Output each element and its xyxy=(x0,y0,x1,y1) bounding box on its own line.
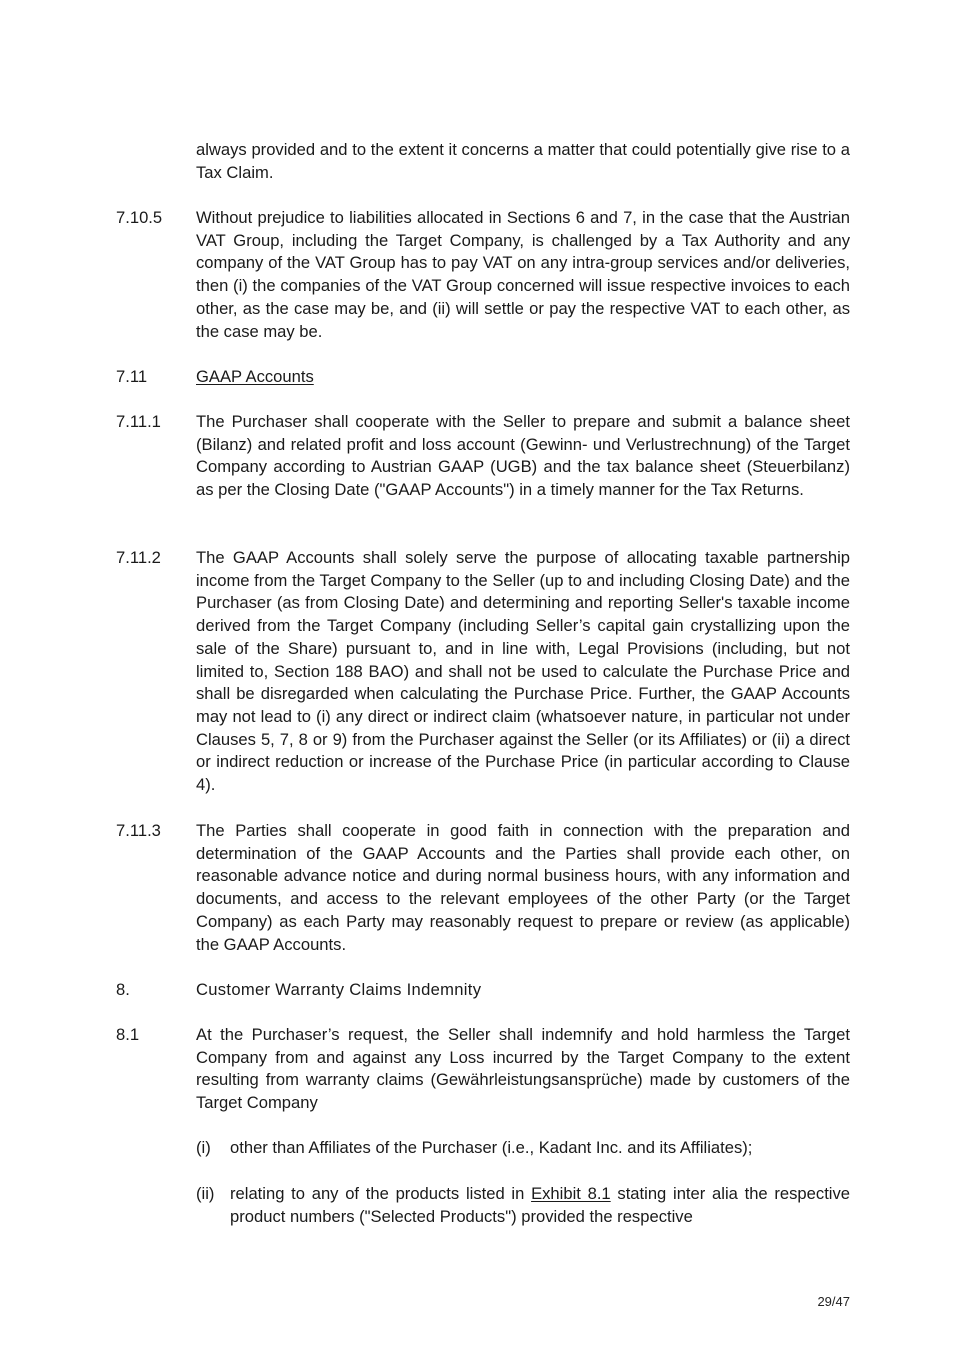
continuation-paragraph xyxy=(116,139,850,184)
exhibit-link[interactable]: Exhibit 8.1 xyxy=(531,1184,611,1203)
clause-number: 8.1 xyxy=(116,1025,140,1044)
clause-text: The Purchaser shall cooperate with the Seller to prepare and submit a balance sheet (Bilanz) and related profit and loss account (Gewinn- und Verlustrechnung) of the Target Company according to Austrian GAAP (UGB) and the tax balance sheet (Steuerbilanz) as per the Closing Date ("GAAP Accounts") in a timely manner for the Tax Returns. xyxy=(196,412,850,500)
clause-8-1 xyxy=(116,1024,850,1115)
clause-text: The Parties shall cooperate in good faith in connection with the preparation and determination of the GAAP Accounts and the Parties shall provide each other, on reasonable advance notice and during normal business hours, with any information and documents, and access to the relevant employees of the other Party (or the Target Company) as each Party may reasonably request to prepare or review (as applicable) the GAAP Accounts. xyxy=(196,821,850,954)
list-marker: (i) xyxy=(196,1138,211,1157)
list-marker: (ii) xyxy=(196,1184,215,1203)
clause-number: 7.11.3 xyxy=(116,821,161,840)
clause-text: Without prejudice to liabilities allocated in Sections 6 and 7, in the case that the Austrian VAT Group, including the Target Company, is challenged by a Tax Authority and any company of the VAT Group has to pay VAT on any intra-group services and/or deliveries, then (i) the companies of the VAT Group concerned will issue respective invoices to each other, as the case may be, and (ii) will settle or pay the respective VAT to each other, as the case may be. xyxy=(196,208,850,341)
section-number: 8. xyxy=(116,980,130,999)
list-item-text xyxy=(230,1183,850,1228)
clause-7-11-1 xyxy=(116,411,850,502)
clause-7-10-5 xyxy=(116,207,850,343)
list-item xyxy=(196,1183,850,1228)
clause-number: 7.11.1 xyxy=(116,412,161,431)
clause-text: At the Purchaser’s request, the Seller shall indemnify and hold harmless the Target Company from and against any Loss incurred by the Target Company to the extent resulting from warranty claims (Gewährleistungsansprüche) made by customers of the Target Company xyxy=(196,1025,850,1113)
list-item-text: other than Affiliates of the Purchaser (i.e., Kadant Inc. and its Affiliates); xyxy=(230,1138,753,1157)
clause-number: 7.11.2 xyxy=(116,548,161,567)
clause-text: The GAAP Accounts shall solely serve the purpose of allocating taxable partnership income from the Target Company to the Seller (up to and including Closing Date) and the Purchaser (as from Closing Date) and determining and reporting Seller's taxable income derived from the Target Company (including Seller’s capital gain crystallizing upon the sale of the Share) pursuant to, and in line with, Legal Provisions (including, but not limited to, Section 188 BAO) and shall not be used to calculate the Purchase Price and shall be disregarded when calculating the Purchase Price. Further, the GAAP Accounts may not lead to (i) any direct or indirect claim (whatsoever nature, in particular not under Clauses 5, 7, 8 or 9) from the Purchaser against the Seller (or its Affiliates) or (ii) a direct or indirect reduction or increase of the Purchase Price (in particular according to Clause 4). xyxy=(196,548,850,795)
list-item-text-after: stating inter alia the respective product numbers ("Selected Products") provided the respective xyxy=(230,1184,851,1226)
paragraph-text: always provided and to the extent it concerns a matter that could potentially give rise to a Tax Claim. xyxy=(196,140,850,182)
section-title: Customer Warranty Claims Indemnity xyxy=(196,980,482,999)
section-title: GAAP Accounts xyxy=(196,367,314,386)
section-7-11-heading xyxy=(116,366,850,389)
clause-7-11-3 xyxy=(116,820,850,956)
section-8-heading xyxy=(116,979,850,1002)
clause-number: 7.10.5 xyxy=(116,208,163,227)
list-item-text-before: relating to any of the products listed in xyxy=(230,1184,532,1203)
clause-7-11-2 xyxy=(116,547,850,797)
list-item xyxy=(196,1137,850,1160)
page-number: 29/47 xyxy=(817,1294,850,1309)
section-number: 7.11 xyxy=(116,367,148,386)
